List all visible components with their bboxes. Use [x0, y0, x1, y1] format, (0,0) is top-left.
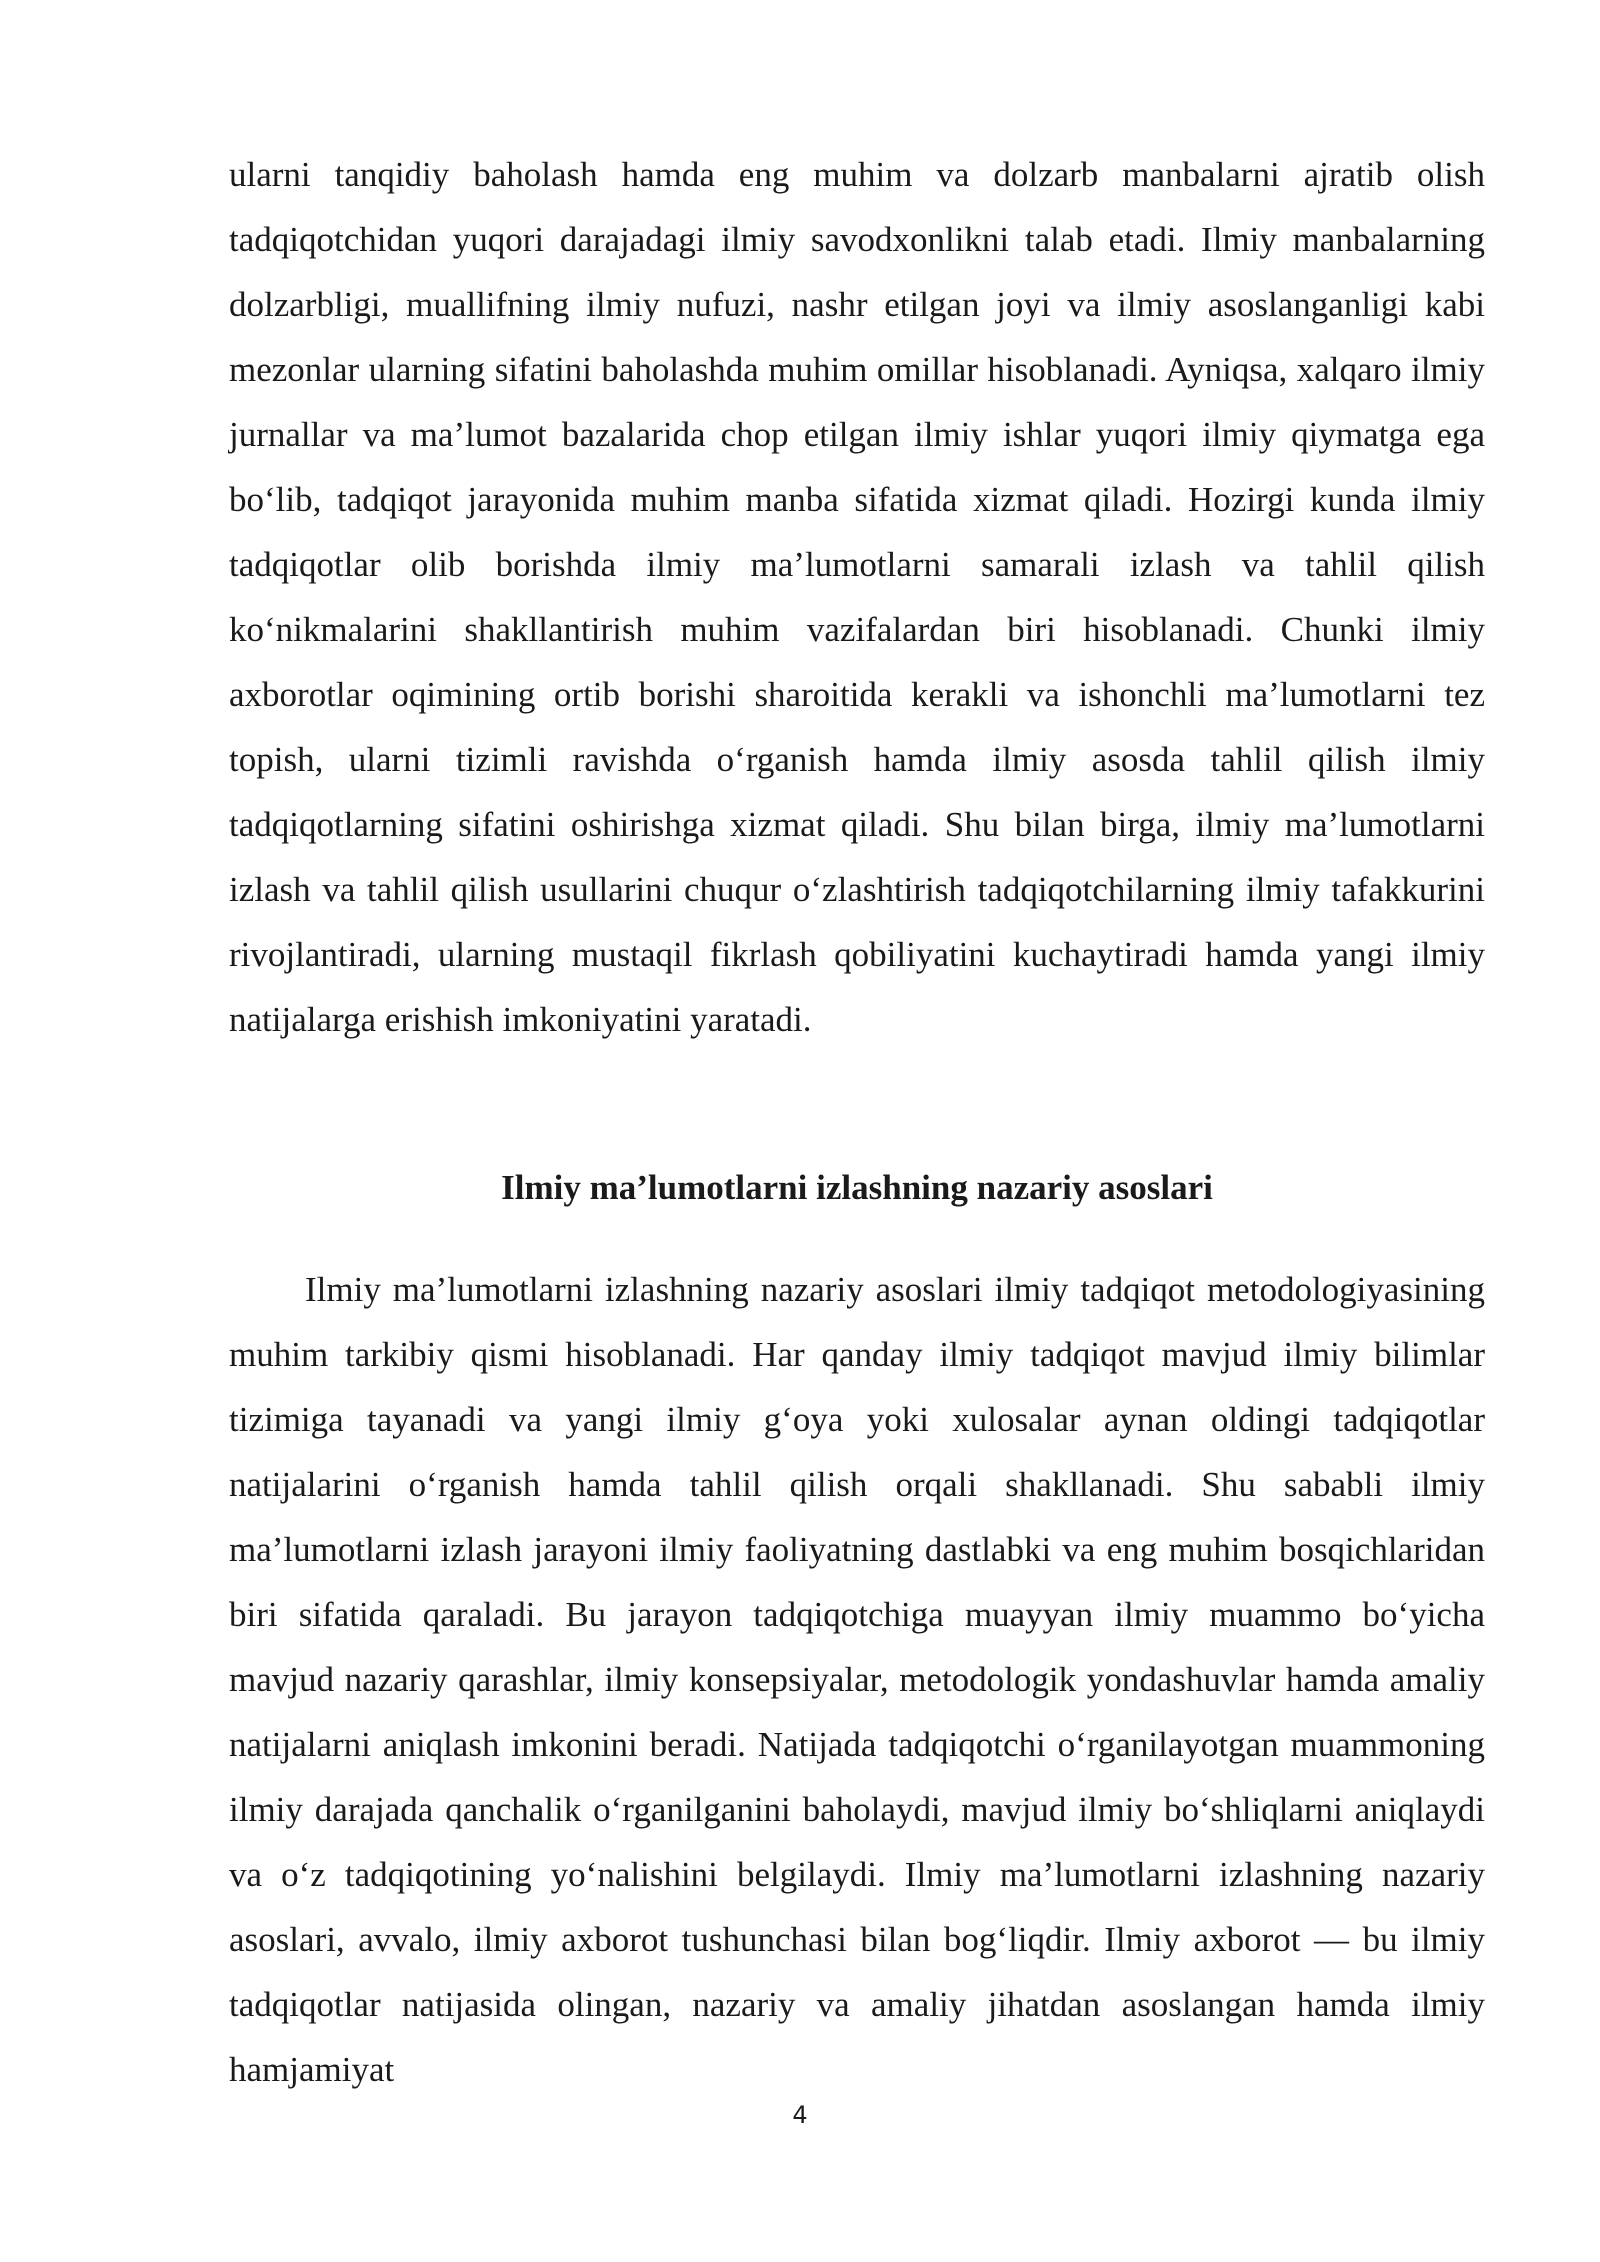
section-heading: Ilmiy ma’lumotlarni izlashning nazariy asoslari — [501, 1168, 1213, 1207]
page-number: 4 — [792, 2101, 808, 2129]
body-paragraph-continued: ularni tanqidiy baholash hamda eng muhim va dolzarb manbalarni ajratib olish tadqiqotchidan yuqori darajadagi ilmiy savodxonlikni talab etadi. Ilmiy manbalarning dolzarbligi, muallifning ilmiy nufuzi, nashr etilgan joyi va ilmiy asoslanganligi kabi mezonlar ularning sifatini baholashda muhim omillar hisoblanadi. Ayniqsa, xalqaro ilmiy jurnallar va ma’lumot bazalarida chop etilgan ilmiy ishlar yuqori ilmiy qiymatga ega bo‘lib, tadqiqot jarayonida muhim manba sifatida xizmat qiladi. Hozirgi kunda ilmiy tadqiqotlar olib borishda ilmiy ma’lumotlarni samarali izlash va tahlil qilish ko‘nikmalarini shakllantirish muhim vazifalardan biri hisoblanadi. Chunki ilmiy axborotlar oqimining ortib borishi sharoitida kerakli va ishonchli ma’lumotlarni tez topish, ularni tizimli ravishda o‘rganish hamda ilmiy asosda tahlil qilish ilmiy tadqiqotlarning sifatini oshirishga xizmat qiladi. Shu bilan birga, ilmiy ma’lumotlarni izlash va tahlil qilish usullarini chuqur o‘zlashtirish tadqiqotchilarning ilmiy tafakkurini rivojlantiradi, ularning mustaqil fikrlash qobiliyatini kuchaytiradi hamda yangi ilmiy natijalarga erishish imkoniyatini yaratadi. — [229, 155, 1485, 1039]
body-paragraph: Ilmiy ma’lumotlarni izlashning nazariy asoslari ilmiy tadqiqot metodologiyasining muhim tarkibiy qismi hisoblanadi. Har qanday ilmiy tadqiqot mavjud ilmiy bilimlar tizimiga tayanadi va yangi ilmiy g‘oya yoki xulosalar aynan oldingi tadqiqotlar natijalarini o‘rganish hamda tahlil qilish orqali shakllanadi. Shu sababli ilmiy ma’lumotlarni izlash jarayoni ilmiy faoliyatning dastlabki va eng muhim bosqichlaridan biri sifatida qaraladi. Bu jarayon tadqiqotchiga muayyan ilmiy muammo bo‘yicha mavjud nazariy qarashlar, ilmiy konsepsiyalar, metodologik yondashuvlar hamda amaliy natijalarni aniqlash imkonini beradi. Natijada tadqiqotchi o‘rganilayotgan muammoning ilmiy darajada qanchalik o‘rganilganini baholaydi, mavjud ilmiy bo‘shliqlarni aniqlaydi va o‘z tadqiqotining yo‘nalishini belgilaydi. Ilmiy ma’lumotlarni izlashning nazariy asoslari, avvalo, ilmiy axborot tushunchasi bilan bog‘liqdir. Ilmiy axborot — bu ilmiy tadqiqotlar natijasida olingan, nazariy va amaliy jihatdan asoslangan hamda ilmiy hamjamiyat — [229, 1270, 1485, 2089]
